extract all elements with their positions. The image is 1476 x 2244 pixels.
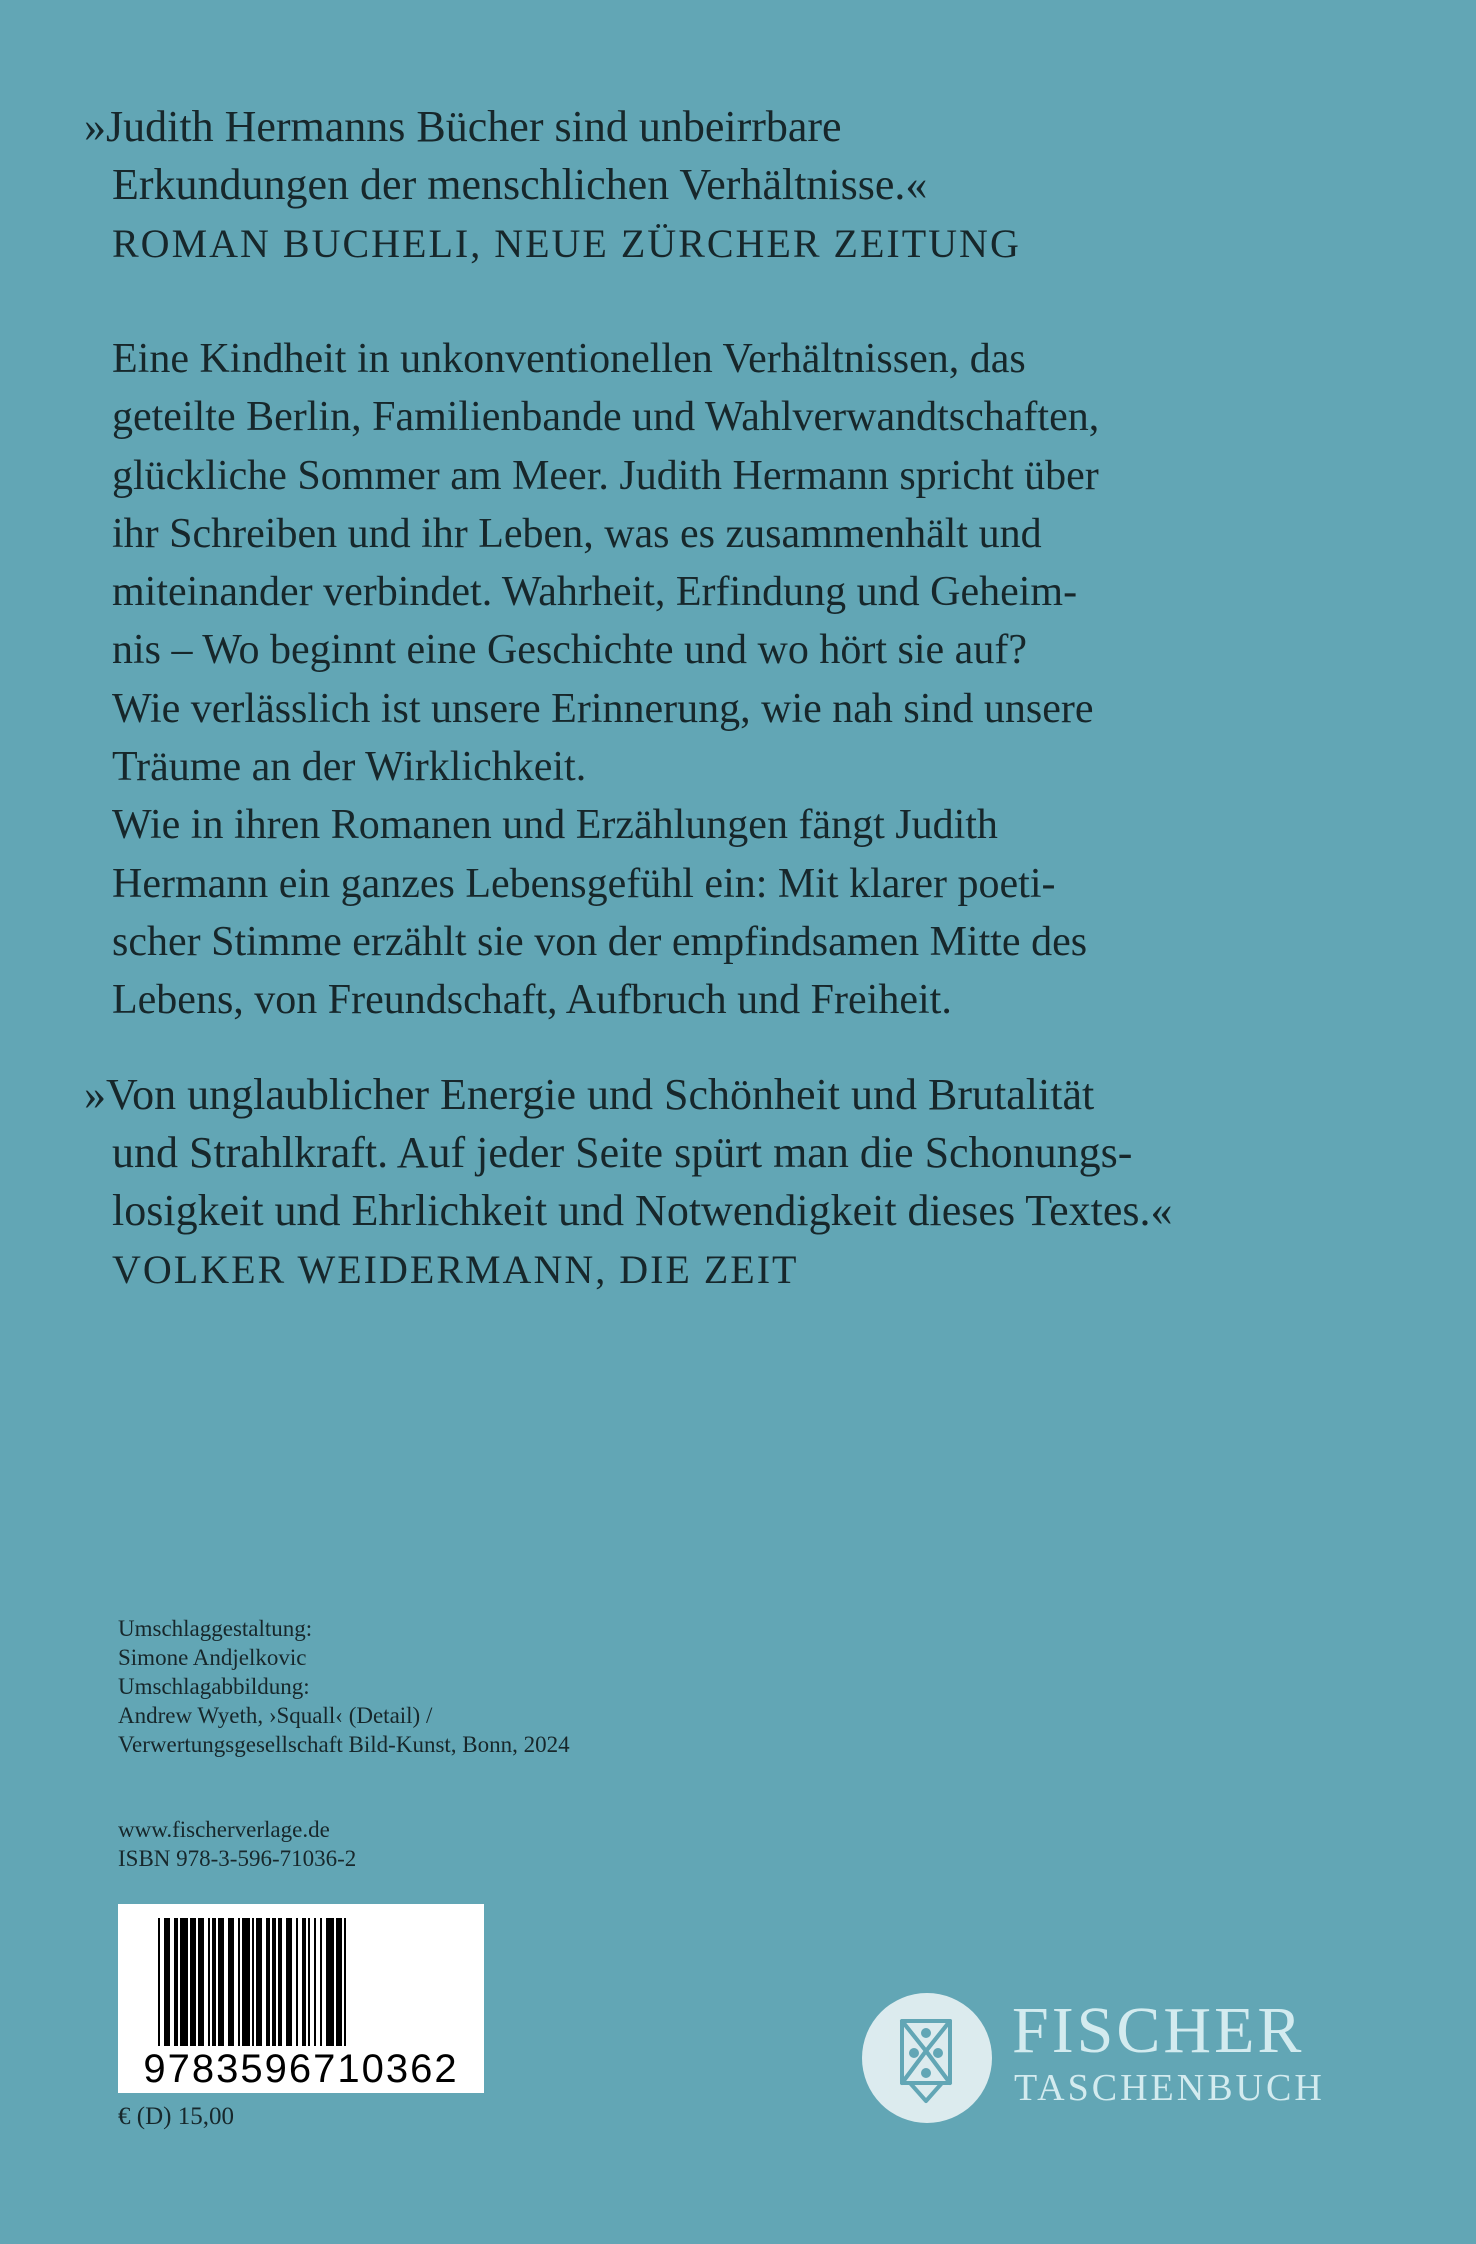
credit-line: Simone Andjelkovic [118, 1645, 307, 1670]
quote-source: VOLKER WEIDERMANN, DIE ZEIT [112, 1247, 799, 1292]
description-line: scher Stimme erzählt sie von der empfindsamen Mitte des [112, 918, 1088, 965]
description-line: nis – Wo beginnt eine Geschichte und wo hört sie auf? [112, 627, 1027, 674]
logo-word-taschenbuch: TASCHENBUCH [1014, 2067, 1325, 2109]
price: € (D) 15,00 [118, 2103, 234, 2130]
credit-line: Verwertungsgesellschaft Bild-Kunst, Bonn, 2024 [118, 1732, 570, 1757]
description-line: Lebens, von Freundschaft, Aufbruch und Freiheit. [112, 977, 952, 1024]
logo-word-fischer: FISCHER [1012, 1994, 1305, 2067]
isbn: ISBN 978-3-596-71036-2 [118, 1846, 357, 1871]
credit-line: Umschlagabbildung: [118, 1674, 310, 1699]
cover-credits [118, 1614, 570, 1759]
quote-line: »Von unglaublicher Energie und Schönheit und Brutalität [84, 1070, 1095, 1119]
quote-line: und Strahlkraft. Auf jeder Seite spürt man die Schonungs- [112, 1128, 1133, 1177]
description-line: glückliche Sommer am Meer. Judith Hermann spricht über [112, 452, 1099, 499]
quote-line: losigkeit und Ehrlichkeit und Notwendigkeit dieses Textes.« [112, 1186, 1173, 1235]
description-line: geteilte Berlin, Familienbande und Wahlverwandtschaften, [112, 394, 1100, 441]
book-description [112, 330, 1352, 1030]
quote-source: ROMAN BUCHELI, NEUE ZÜRCHER ZEITUNG [112, 221, 1021, 266]
publisher-website: www.fischerverlage.de [118, 1817, 330, 1842]
description-line: Wie in ihren Romanen und Erzählungen fängt Judith [112, 802, 998, 849]
description-line: Träume an der Wirklichkeit. [112, 744, 587, 791]
description-line: ihr Schreiben und ihr Leben, was es zusammenhält und [112, 510, 1042, 557]
fischer-taschenbuch-logo [862, 1993, 1402, 2133]
review-quote-nzz [84, 98, 1284, 274]
description-line: Eine Kindheit in unkonventionellen Verhältnissen, das [112, 336, 1026, 382]
barcode-number: 9783596710362 [143, 2047, 459, 2091]
review-quote-zeit [84, 1066, 1284, 1300]
credit-line: Umschlaggestaltung: [118, 1616, 313, 1641]
quote-line: Erkundungen der menschlichen Verhältnisse.« [112, 160, 928, 209]
description-line: miteinander verbindet. Wahrheit, Erfindung und Geheim- [112, 569, 1078, 616]
description-line: Wie verlässlich ist unsere Erinnerung, wie nah sind unsere [112, 685, 1094, 732]
fish-logo-icon [862, 1993, 992, 2123]
quote-line: »Judith Hermanns Bücher sind unbeirrbare [84, 102, 842, 151]
publisher-info [118, 1815, 356, 1873]
description-line: Hermann ein ganzes Lebensgefühl ein: Mit klarer poeti- [112, 860, 1056, 907]
barcode [118, 1904, 484, 2093]
credit-line: Andrew Wyeth, ›Squall‹ (Detail) / [118, 1703, 433, 1728]
